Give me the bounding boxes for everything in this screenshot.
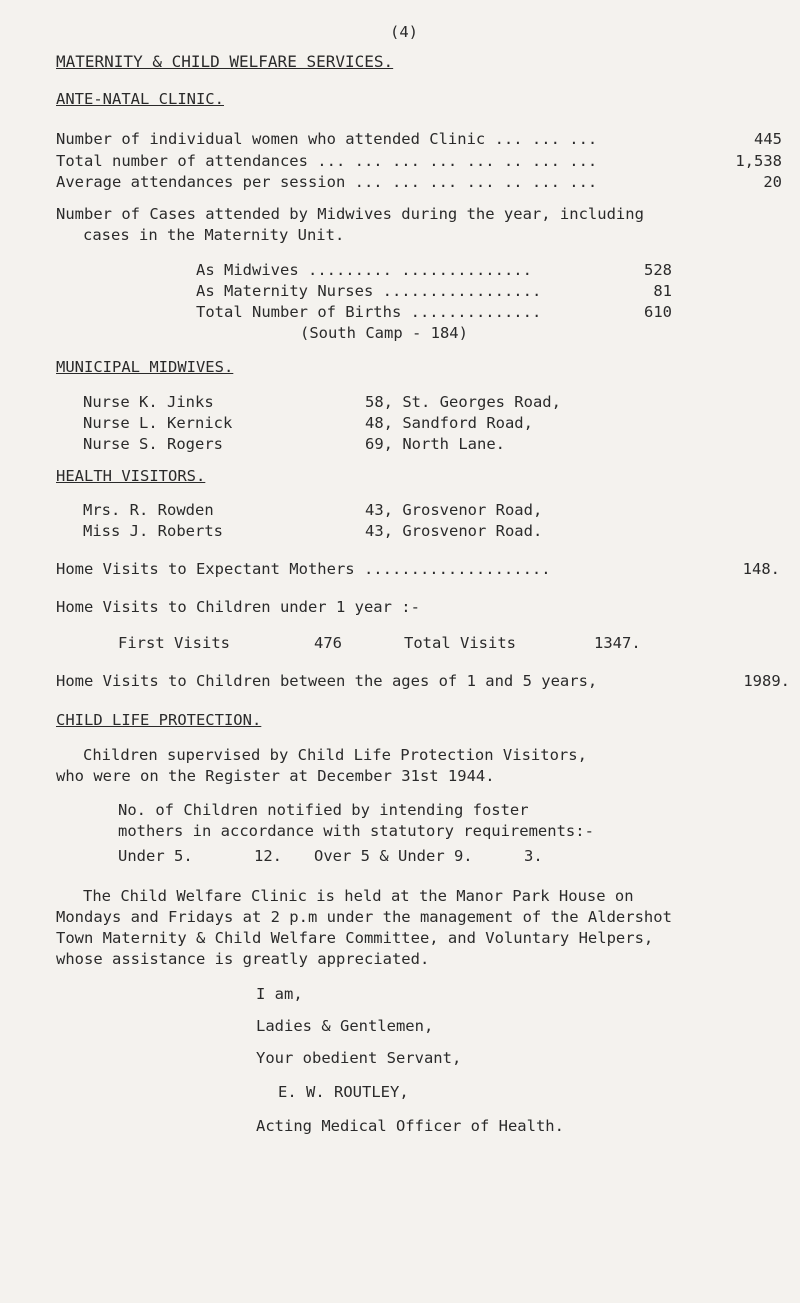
ante-natal-title: ANTE-NATAL CLINIC. (56, 90, 224, 108)
child-life-paragraph: Children supervised by Child Life Protection Visitors, (83, 746, 587, 764)
sign-off-i-am: I am, (256, 985, 303, 1003)
sign-off-servant: Your obedient Servant, (256, 1049, 462, 1067)
signatory-title: Acting Medical Officer of Health. (256, 1117, 564, 1135)
midwife-cases-intro: Number of Cases attended by Midwives during the year, including (56, 205, 644, 223)
midwife-cases-intro: cases in the Maternity Unit. (83, 226, 345, 244)
closing-paragraph: Mondays and Fridays at 2 p.m under the management of the Aldershot (56, 908, 672, 926)
closing-paragraph: Town Maternity & Child Welfare Committee, and Voluntary Helpers, (56, 929, 654, 947)
notified-text: No. of Children notified by intending foster (118, 801, 529, 819)
sign-off-salutation: Ladies & Gentlemen, (256, 1017, 434, 1035)
children-under-1-label: Home Visits to Children under 1 year :- (56, 598, 420, 616)
page-number: (4) (390, 23, 418, 41)
closing-paragraph: whose assistance is greatly appreciated. (56, 950, 430, 968)
notified-text: mothers in accordance with statutory requirements:- (118, 822, 594, 840)
child-life-paragraph: who were on the Register at December 31st 1944. (56, 767, 495, 785)
child-life-title: CHILD LIFE PROTECTION. (56, 711, 262, 729)
closing-paragraph: The Child Welfare Clinic is held at the Manor Park House on (83, 887, 634, 905)
page-heading: MATERNITY & CHILD WELFARE SERVICES. (56, 52, 394, 71)
municipal-midwives-title: MUNICIPAL MIDWIVES. (56, 358, 234, 376)
health-visitors-title: HEALTH VISITORS. (56, 467, 206, 485)
south-camp-note: (South Camp - 184) (300, 324, 468, 342)
signatory-name: E. W. ROUTLEY, (278, 1083, 409, 1101)
